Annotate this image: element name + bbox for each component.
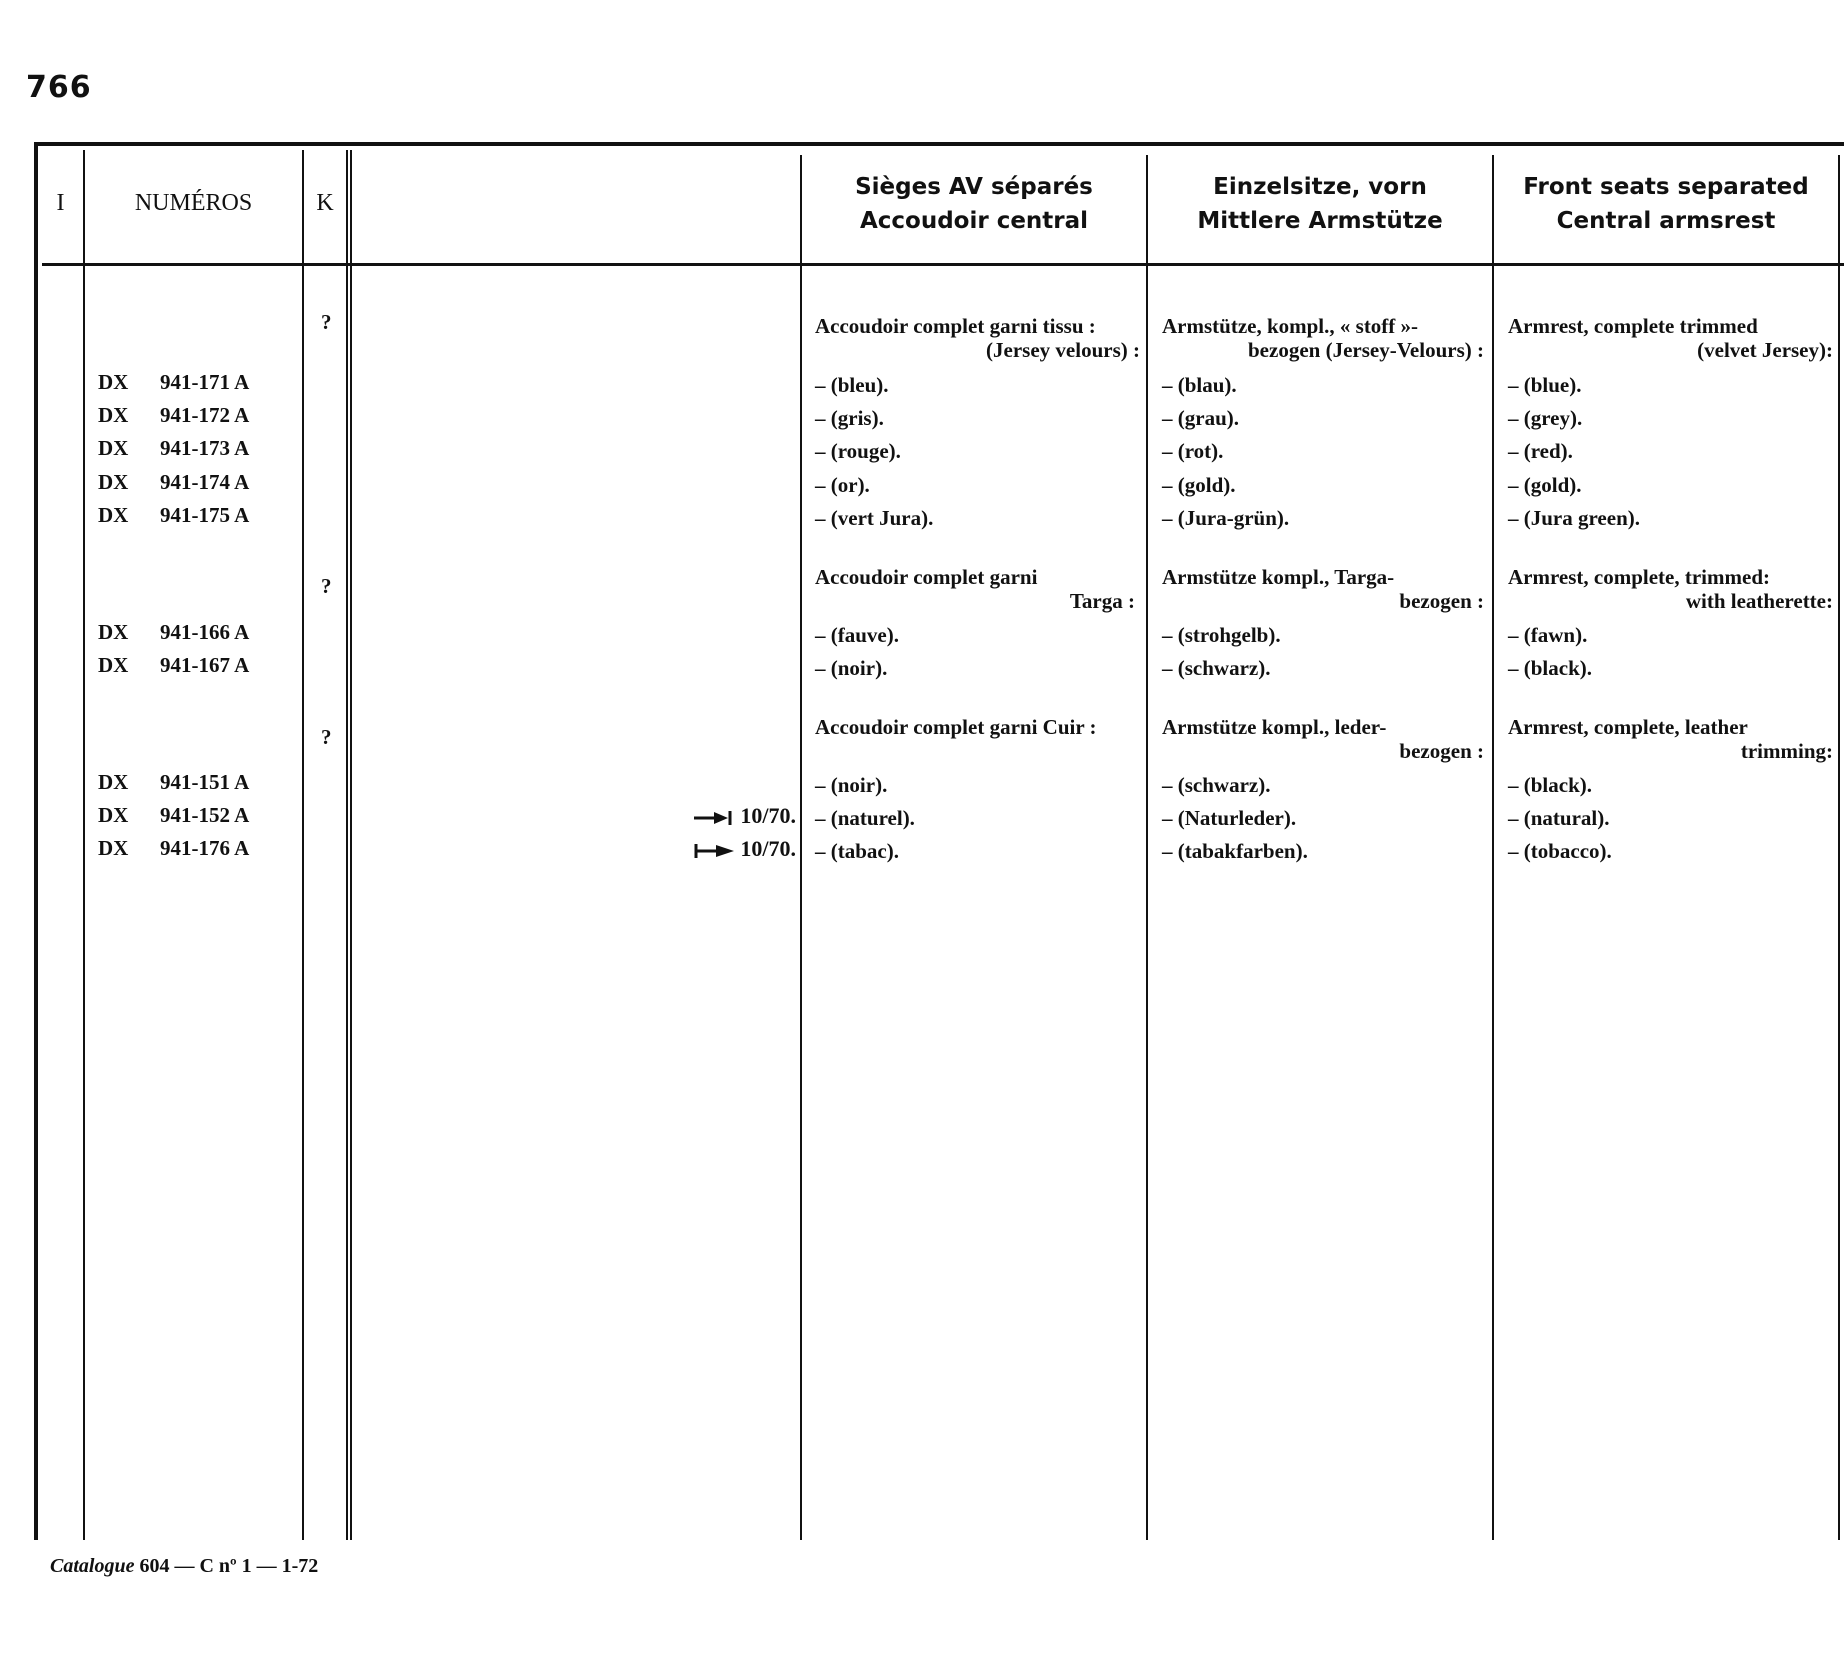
column-rule-3 bbox=[346, 150, 348, 1540]
part-number: DX 941-176 A bbox=[98, 836, 250, 860]
footer-catalogue-word: Catalogue bbox=[50, 1555, 135, 1577]
header-german-line2: Mittlere Armstütze bbox=[1197, 208, 1443, 234]
group-heading-line: Accoudoir complet garni Cuir : bbox=[815, 715, 1097, 739]
description-english: – (grey). bbox=[1508, 406, 1583, 430]
description-french: – (or). bbox=[815, 473, 870, 497]
description-german: – (schwarz). bbox=[1162, 656, 1271, 680]
part-number: DX 941-151 A bbox=[98, 770, 250, 794]
group-heading-german bbox=[1162, 314, 1484, 362]
group-heading-line: (Jersey velours) : bbox=[986, 338, 1140, 362]
modification-date-text: 10/70. bbox=[740, 803, 796, 828]
description-french: – (noir). bbox=[815, 773, 888, 797]
group-heading-line: Armrest, complete, trimmed: bbox=[1508, 565, 1770, 589]
column-rule-6 bbox=[1146, 155, 1148, 1540]
group-heading-line: (velvet Jersey): bbox=[1697, 338, 1833, 362]
column-rule-7 bbox=[1492, 155, 1494, 1540]
description-french: – (noir). bbox=[815, 656, 888, 680]
description-french: – (gris). bbox=[815, 406, 884, 430]
group-heading-line: Targa : bbox=[1069, 589, 1135, 613]
description-german: – (tabakfarben). bbox=[1162, 839, 1308, 863]
part-number: DX 941-173 A bbox=[98, 436, 250, 460]
header-german-line1: Einzelsitze, vorn bbox=[1213, 174, 1427, 200]
description-german: – (Jura-grün). bbox=[1162, 506, 1290, 530]
description-english: – (fawn). bbox=[1508, 623, 1588, 647]
part-number: DX 941-172 A bbox=[98, 403, 250, 427]
header-french bbox=[802, 170, 1146, 238]
description-french: – (fauve). bbox=[815, 623, 899, 647]
modification-date bbox=[676, 836, 796, 862]
modification-date bbox=[676, 803, 796, 829]
group-heading-line: bezogen : bbox=[1399, 739, 1484, 763]
description-german: – (gold). bbox=[1162, 473, 1236, 497]
arrow-to-bar-icon bbox=[694, 811, 736, 825]
group-heading-german bbox=[1162, 565, 1484, 613]
group-heading-line: trimming: bbox=[1740, 739, 1833, 763]
description-english: – (black). bbox=[1508, 773, 1592, 797]
description-german: – (rot). bbox=[1162, 439, 1224, 463]
column-rule-2 bbox=[302, 150, 304, 1540]
bar-to-arrow-icon bbox=[694, 844, 736, 858]
header-numeros: NUMÉROS bbox=[134, 190, 253, 216]
part-number: DX 941-167 A bbox=[98, 653, 250, 677]
group-heading-line: bezogen : bbox=[1399, 589, 1484, 613]
group-heading-english bbox=[1508, 565, 1833, 613]
header-french-line2: Accoudoir central bbox=[859, 208, 1089, 234]
group-heading-french bbox=[815, 715, 1140, 739]
description-french: – (rouge). bbox=[815, 439, 901, 463]
description-english: – (natural). bbox=[1508, 806, 1610, 830]
description-english: – (Jura green). bbox=[1508, 506, 1640, 530]
page-number: 766 bbox=[26, 70, 92, 105]
group-heading-line: Accoudoir complet garni tissu : bbox=[815, 314, 1096, 338]
k-mark: ? bbox=[321, 725, 332, 749]
description-english: – (tobacco). bbox=[1508, 839, 1612, 863]
description-german: – (grau). bbox=[1162, 406, 1239, 430]
table-left-rule bbox=[34, 142, 38, 1540]
column-rule-4 bbox=[350, 150, 352, 1540]
header-english-line1: Front seats separated bbox=[1523, 174, 1809, 200]
column-rule-8 bbox=[1838, 155, 1840, 1540]
group-heading-english bbox=[1508, 715, 1833, 763]
description-french: – (tabac). bbox=[815, 839, 899, 863]
header-english bbox=[1494, 170, 1838, 238]
header-k: K bbox=[316, 190, 334, 216]
description-french: – (bleu). bbox=[815, 373, 889, 397]
header-bottom-rule bbox=[42, 263, 1844, 266]
group-heading-line: with leatherette: bbox=[1685, 589, 1833, 613]
description-english: – (black). bbox=[1508, 656, 1592, 680]
description-english: – (gold). bbox=[1508, 473, 1582, 497]
description-french: – (vert Jura). bbox=[815, 506, 934, 530]
description-english: – (red). bbox=[1508, 439, 1573, 463]
group-heading-line: Accoudoir complet garni bbox=[815, 565, 1038, 589]
part-number: DX 941-171 A bbox=[98, 370, 250, 394]
group-heading-line: Armstütze kompl., leder- bbox=[1162, 715, 1387, 739]
group-heading-line: Armrest, complete trimmed bbox=[1508, 314, 1758, 338]
description-german: – (strohgelb). bbox=[1162, 623, 1281, 647]
group-heading-line: Armstütze, kompl., « stoff »- bbox=[1162, 314, 1419, 338]
header-french-line1: Sièges AV séparés bbox=[855, 174, 1093, 200]
header-english-line2: Central armsrest bbox=[1556, 208, 1776, 234]
k-mark: ? bbox=[321, 574, 332, 598]
k-mark: ? bbox=[321, 310, 332, 334]
group-heading-german bbox=[1162, 715, 1484, 763]
description-german: – (Naturleder). bbox=[1162, 806, 1297, 830]
description-german: – (schwarz). bbox=[1162, 773, 1271, 797]
description-german: – (blau). bbox=[1162, 373, 1237, 397]
part-number: DX 941-175 A bbox=[98, 503, 250, 527]
group-heading-french bbox=[815, 314, 1140, 362]
group-heading-english bbox=[1508, 314, 1833, 362]
description-french: – (naturel). bbox=[815, 806, 915, 830]
modification-date-text: 10/70. bbox=[740, 836, 796, 861]
table-top-rule bbox=[34, 142, 1844, 146]
group-heading-line: Armrest, complete, leather bbox=[1508, 715, 1748, 739]
group-heading-line: Armstütze kompl., Targa- bbox=[1162, 565, 1395, 589]
header-i: I bbox=[56, 190, 65, 216]
column-rule-1 bbox=[83, 150, 85, 1540]
part-number: DX 941-174 A bbox=[98, 470, 250, 494]
part-number: DX 941-152 A bbox=[98, 803, 250, 827]
description-english: – (blue). bbox=[1508, 373, 1582, 397]
part-number: DX 941-166 A bbox=[98, 620, 250, 644]
group-heading-line: bezogen (Jersey-Velours) : bbox=[1248, 338, 1484, 362]
column-rule-5 bbox=[800, 155, 802, 1540]
group-heading-french bbox=[815, 565, 1135, 613]
header-german bbox=[1148, 170, 1492, 238]
footer-catalogue-ref: 604 — C nº 1 — 1-72 bbox=[134, 1555, 319, 1577]
catalogue-footer bbox=[50, 1555, 318, 1578]
